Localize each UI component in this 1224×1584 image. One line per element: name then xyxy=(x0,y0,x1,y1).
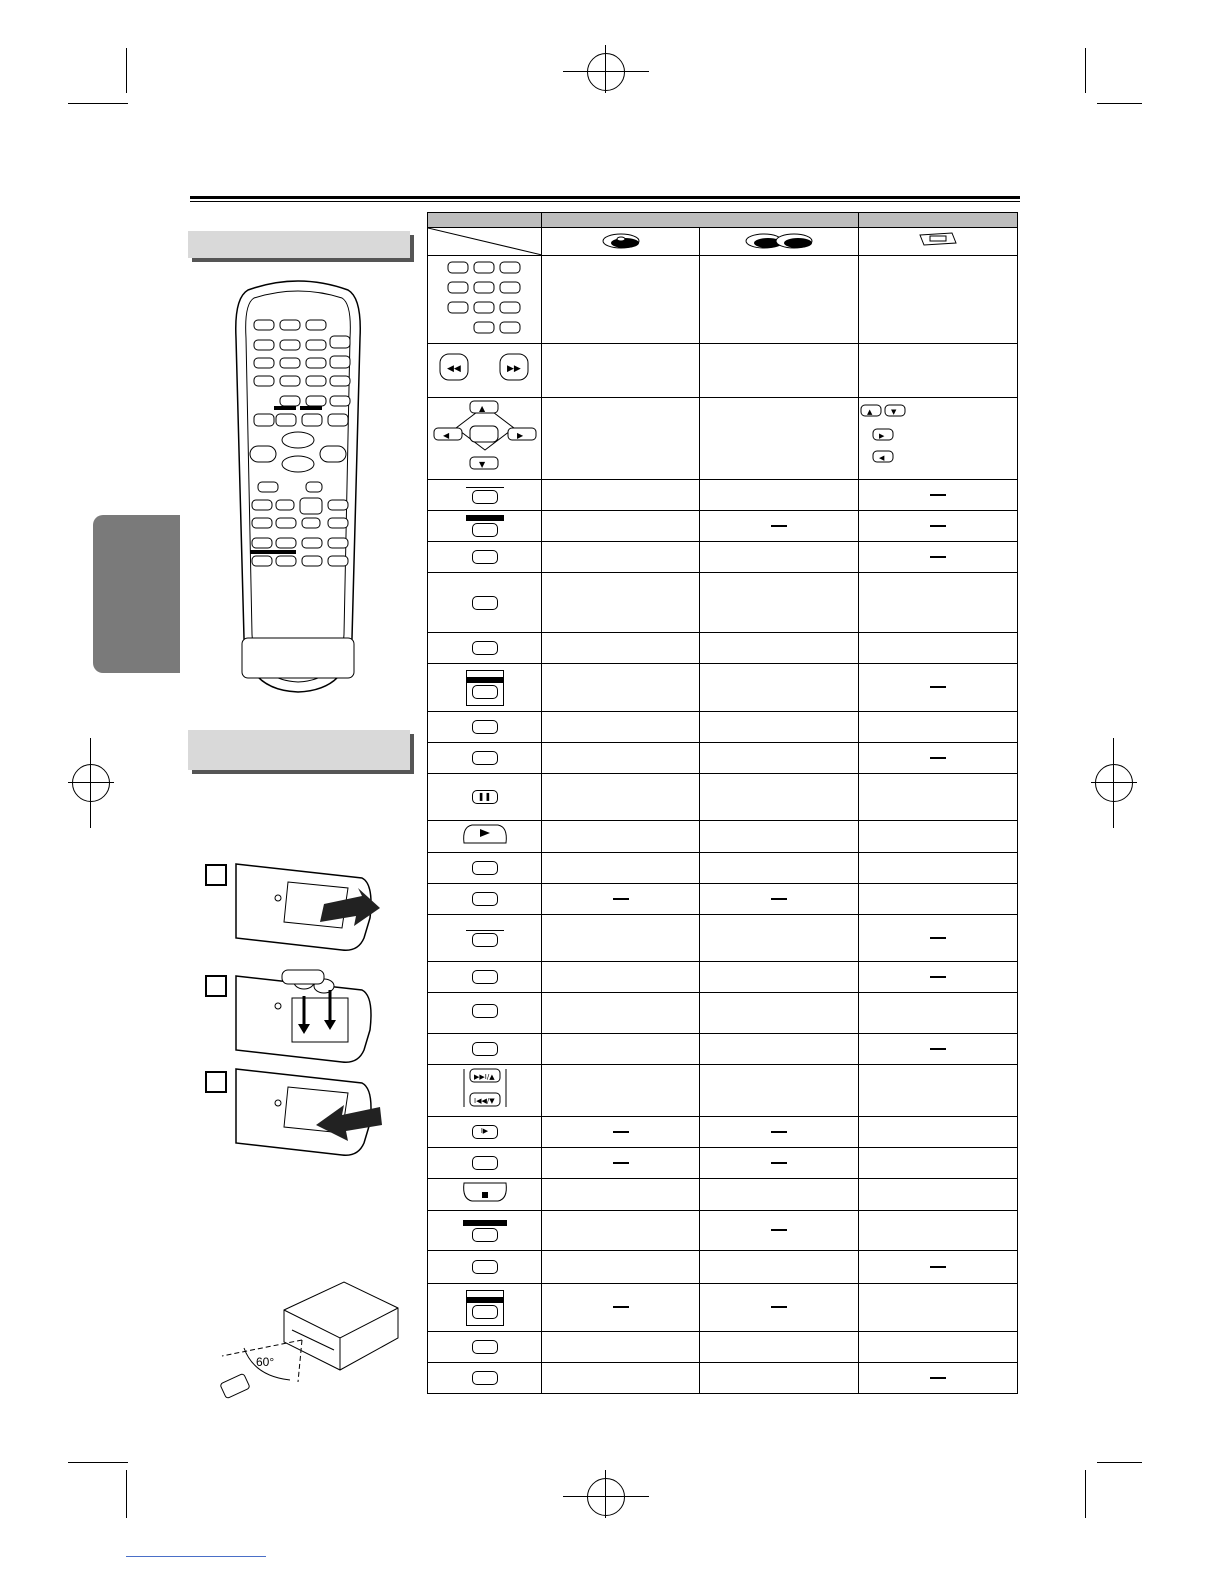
vcr-cell xyxy=(859,1148,1018,1179)
vcr-cell xyxy=(859,962,1018,993)
table-row xyxy=(428,1179,1018,1211)
vcr-cell xyxy=(859,398,1018,480)
button-cell xyxy=(428,664,542,712)
svg-text:▼: ▼ xyxy=(891,408,897,416)
registration-line xyxy=(563,71,649,72)
button-cell xyxy=(428,853,542,884)
remote-control-illustration xyxy=(228,278,368,698)
button-cell xyxy=(428,1251,542,1284)
table-row xyxy=(428,542,1018,573)
cursor-keys-icon xyxy=(428,398,542,474)
table-row xyxy=(428,398,1018,480)
button-cell xyxy=(428,821,542,853)
button-cell xyxy=(428,712,542,743)
dvd-cell xyxy=(542,511,700,542)
dvd-cell xyxy=(542,344,700,398)
cd-cell xyxy=(700,398,859,480)
table-row xyxy=(428,511,1018,542)
remote-button-icon xyxy=(472,751,498,765)
table-row xyxy=(428,884,1018,915)
registration-mark xyxy=(587,1478,625,1516)
not-available-dash xyxy=(771,1131,787,1133)
header-rule xyxy=(190,196,1020,199)
not-available-dash xyxy=(930,757,946,759)
vcr-cell xyxy=(859,743,1018,774)
not-available-dash xyxy=(771,525,787,527)
remote-button-icon xyxy=(472,933,498,947)
registration-line xyxy=(1091,782,1137,783)
registration-mark xyxy=(72,764,110,802)
button-cell xyxy=(428,1284,542,1332)
vcr-tape-icon xyxy=(916,229,960,249)
dvd-cell xyxy=(542,1065,700,1117)
cd-cell xyxy=(700,1332,859,1363)
cd-cell xyxy=(700,1251,859,1284)
registration-mark xyxy=(1095,764,1133,802)
header-cell xyxy=(859,213,1018,228)
table-row xyxy=(428,664,1018,712)
header-cell xyxy=(428,213,542,228)
button-cell xyxy=(428,1363,542,1394)
cd-cell xyxy=(700,573,859,633)
vcr-cell xyxy=(859,633,1018,664)
not-available-dash xyxy=(613,1131,629,1133)
button-cell xyxy=(428,1179,542,1211)
dvd-cell xyxy=(542,1332,700,1363)
button-cell xyxy=(428,993,542,1034)
cd-cell xyxy=(700,743,859,774)
dvd-cell xyxy=(542,1251,700,1284)
table-row xyxy=(428,1065,1018,1117)
button-cell xyxy=(428,962,542,993)
dvd-cell xyxy=(542,573,700,633)
remote-angle-illustration xyxy=(214,1278,404,1408)
not-available-dash xyxy=(930,556,946,558)
not-available-dash xyxy=(613,1306,629,1308)
stop-button-icon xyxy=(460,1179,510,1205)
crop-mark xyxy=(68,1462,128,1463)
vcr-cell xyxy=(859,1284,1018,1332)
remote-button-icon xyxy=(472,1260,498,1274)
crop-mark xyxy=(126,48,127,93)
table-row xyxy=(428,743,1018,774)
remote-button-icon xyxy=(472,970,498,984)
dvd-disc-icon xyxy=(601,229,641,249)
pause-button-icon: ❚❚ xyxy=(472,790,498,804)
cd-cell xyxy=(700,774,859,821)
button-cell xyxy=(428,344,542,398)
vcr-cell xyxy=(859,480,1018,511)
dvd-cell xyxy=(542,853,700,884)
button-cell xyxy=(428,633,542,664)
vcr-cell xyxy=(859,1363,1018,1394)
cd-cell xyxy=(700,256,859,344)
dvd-cell xyxy=(542,480,700,511)
not-available-dash xyxy=(930,937,946,939)
table-row xyxy=(428,480,1018,511)
table-row xyxy=(428,712,1018,743)
not-available-dash xyxy=(771,898,787,900)
header-cell xyxy=(542,213,859,228)
not-available-dash xyxy=(930,1048,946,1050)
remote-button-icon xyxy=(472,596,498,610)
not-available-dash xyxy=(930,1266,946,1268)
vcr-cell xyxy=(859,821,1018,853)
cd-cell xyxy=(700,1034,859,1065)
table-row xyxy=(428,256,1018,344)
registration-mark xyxy=(587,53,625,91)
vcr-cell xyxy=(859,1065,1018,1117)
dvd-cell xyxy=(542,1148,700,1179)
button-cell xyxy=(428,774,542,821)
number-keys-icon xyxy=(428,256,542,338)
rew-ff-keys-icon xyxy=(428,344,542,392)
section-band-bottom xyxy=(188,730,410,770)
svg-text:▶▶: ▶▶ xyxy=(507,364,521,374)
cd-cell xyxy=(700,633,859,664)
dvd-cell xyxy=(542,774,700,821)
vcr-cell xyxy=(859,573,1018,633)
table-row xyxy=(428,993,1018,1034)
cd-cell xyxy=(700,915,859,962)
remote-button-icon xyxy=(472,1004,498,1018)
angle-label: 60° xyxy=(256,1355,275,1369)
crop-mark xyxy=(1085,48,1086,93)
vcr-cell xyxy=(859,1332,1018,1363)
button-cell xyxy=(428,1065,542,1117)
not-available-dash xyxy=(930,525,946,527)
dvd-cell xyxy=(542,993,700,1034)
table-row xyxy=(428,853,1018,884)
button-cell xyxy=(428,1332,542,1363)
vcr-cell xyxy=(859,1179,1018,1211)
crop-mark xyxy=(1085,1470,1086,1518)
crop-mark xyxy=(1097,1462,1142,1463)
svg-text:◀◀: ◀◀ xyxy=(447,364,461,374)
dvd-cell xyxy=(542,256,700,344)
dvd-cell xyxy=(542,633,700,664)
dvd-cell xyxy=(542,915,700,962)
cd-cell xyxy=(700,1211,859,1251)
cd-cell xyxy=(700,480,859,511)
vcr-media-cell xyxy=(859,228,1018,256)
table-row xyxy=(428,344,1018,398)
svg-text:◀: ◀ xyxy=(443,431,450,440)
svg-text:▶▶I/▲: ▶▶I/▲ xyxy=(473,1073,495,1081)
step-1-box xyxy=(205,864,227,886)
remote-button-icon xyxy=(472,1228,498,1242)
vcr-cell xyxy=(859,511,1018,542)
cd-cell xyxy=(700,511,859,542)
svg-text:▶: ▶ xyxy=(879,432,885,440)
button-cell xyxy=(428,573,542,633)
button-cell xyxy=(428,398,542,480)
not-available-dash xyxy=(613,898,629,900)
not-available-dash xyxy=(771,1162,787,1164)
dvd-cell xyxy=(542,1363,700,1394)
vcr-cell xyxy=(859,664,1018,712)
function-table xyxy=(427,212,1018,1394)
play-button-icon xyxy=(460,821,510,847)
vcr-cell xyxy=(859,915,1018,962)
cd-cell xyxy=(700,1363,859,1394)
remote-button-icon xyxy=(472,720,498,734)
svg-text:▼: ▼ xyxy=(479,460,486,469)
registration-line xyxy=(90,738,91,828)
table-row xyxy=(428,774,1018,821)
dvd-cell xyxy=(542,1034,700,1065)
cd-cell xyxy=(700,1284,859,1332)
vcr-cell xyxy=(859,1117,1018,1148)
dvd-cell xyxy=(542,398,700,480)
cd-media-cell xyxy=(700,228,859,256)
vcr-cell xyxy=(859,774,1018,821)
button-cell xyxy=(428,743,542,774)
button-cell xyxy=(428,511,542,542)
cd-cell xyxy=(700,884,859,915)
remote-button-icon xyxy=(472,1371,498,1385)
table-row xyxy=(428,1332,1018,1363)
crop-mark xyxy=(68,103,128,104)
registration-line xyxy=(605,1470,606,1518)
dvd-cell xyxy=(542,1179,700,1211)
section-band-top xyxy=(188,231,410,258)
slow-button-icon: I▶ xyxy=(472,1125,498,1139)
not-available-dash xyxy=(930,1377,946,1379)
not-available-dash xyxy=(771,1229,787,1231)
table-header-row xyxy=(428,213,1018,228)
vcr-cell xyxy=(859,993,1018,1034)
table-row xyxy=(428,962,1018,993)
remote-button-icon xyxy=(472,1305,498,1319)
dvd-cell xyxy=(542,962,700,993)
button-cell xyxy=(428,256,542,344)
battery-cover-close-illustration xyxy=(232,1063,392,1163)
registration-line xyxy=(563,1496,649,1497)
dvd-cell xyxy=(542,664,700,712)
table-row xyxy=(428,915,1018,962)
bottom-link-line xyxy=(126,1556,266,1557)
not-available-dash xyxy=(930,686,946,688)
cd-cell xyxy=(700,1065,859,1117)
svg-text:▲: ▲ xyxy=(867,408,873,416)
cd-cell xyxy=(700,1148,859,1179)
button-cell xyxy=(428,1211,542,1251)
remote-button-icon xyxy=(472,1042,498,1056)
table-row xyxy=(428,1251,1018,1284)
vcr-cell xyxy=(859,344,1018,398)
remote-button-icon xyxy=(472,641,498,655)
cd-cell xyxy=(700,821,859,853)
remote-button-icon xyxy=(472,550,498,564)
header-rule-thin xyxy=(190,201,1020,202)
skip-channel-keys-icon xyxy=(460,1065,510,1111)
crop-mark xyxy=(126,1470,127,1518)
vcr-cell xyxy=(859,542,1018,573)
dvd-cell xyxy=(542,821,700,853)
cd-cell xyxy=(700,664,859,712)
battery-cover-open-illustration xyxy=(232,858,392,958)
remote-button-icon xyxy=(472,1340,498,1354)
vcr-cell xyxy=(859,1211,1018,1251)
dvd-cell xyxy=(542,743,700,774)
table-row xyxy=(428,1034,1018,1065)
button-cell xyxy=(428,884,542,915)
table-media-row xyxy=(428,228,1018,256)
remote-button-icon xyxy=(472,861,498,875)
table-row xyxy=(428,1211,1018,1251)
cd-cell xyxy=(700,542,859,573)
registration-line xyxy=(605,45,606,93)
step-3-box xyxy=(205,1071,227,1093)
side-tab xyxy=(93,515,180,673)
not-available-dash xyxy=(771,1306,787,1308)
remote-button-icon xyxy=(472,685,498,699)
vcr-cell xyxy=(859,712,1018,743)
button-cell xyxy=(428,1148,542,1179)
not-available-dash xyxy=(930,494,946,496)
remote-button-icon xyxy=(472,490,498,504)
button-cell xyxy=(428,1034,542,1065)
table-row xyxy=(428,573,1018,633)
button-cell xyxy=(428,915,542,962)
remote-button-icon xyxy=(472,1156,498,1170)
dvd-cell xyxy=(542,542,700,573)
vcr-cell xyxy=(859,1034,1018,1065)
dvd-cell xyxy=(542,1117,700,1148)
table-row xyxy=(428,1117,1018,1148)
registration-line xyxy=(68,782,114,783)
button-cell xyxy=(428,1117,542,1148)
dvd-cell xyxy=(542,884,700,915)
dvd-media-cell xyxy=(542,228,700,256)
button-cell xyxy=(428,480,542,511)
cd-cell xyxy=(700,344,859,398)
vcr-cell xyxy=(859,256,1018,344)
dvd-cell xyxy=(542,1284,700,1332)
diagonal-cell xyxy=(428,228,542,256)
table-row xyxy=(428,1284,1018,1332)
cd-cell xyxy=(700,1117,859,1148)
vcr-cursor-icons xyxy=(859,401,919,471)
vcr-cell xyxy=(859,853,1018,884)
not-available-dash xyxy=(930,976,946,978)
not-available-dash xyxy=(613,1162,629,1164)
step-2-box xyxy=(205,975,227,997)
remote-button-icon xyxy=(472,523,498,537)
cd-cell xyxy=(700,853,859,884)
table-row xyxy=(428,821,1018,853)
cd-cell xyxy=(700,712,859,743)
table-row xyxy=(428,1363,1018,1394)
cd-disc-icon xyxy=(744,229,814,249)
button-cell xyxy=(428,542,542,573)
dvd-cell xyxy=(542,1211,700,1251)
svg-text:▶: ▶ xyxy=(517,431,524,440)
registration-line xyxy=(1113,738,1114,828)
remote-button-icon xyxy=(472,892,498,906)
battery-insert-illustration xyxy=(232,960,392,1070)
svg-text:▲: ▲ xyxy=(479,404,486,413)
svg-text:I◀◀/▼: I◀◀/▼ xyxy=(473,1097,495,1105)
cd-cell xyxy=(700,1179,859,1211)
vcr-cell xyxy=(859,884,1018,915)
cd-cell xyxy=(700,962,859,993)
crop-mark xyxy=(1097,103,1142,104)
vcr-cell xyxy=(859,1251,1018,1284)
table-row xyxy=(428,1148,1018,1179)
table-row xyxy=(428,633,1018,664)
dvd-cell xyxy=(542,712,700,743)
cd-cell xyxy=(700,993,859,1034)
svg-text:◀: ◀ xyxy=(879,454,885,462)
